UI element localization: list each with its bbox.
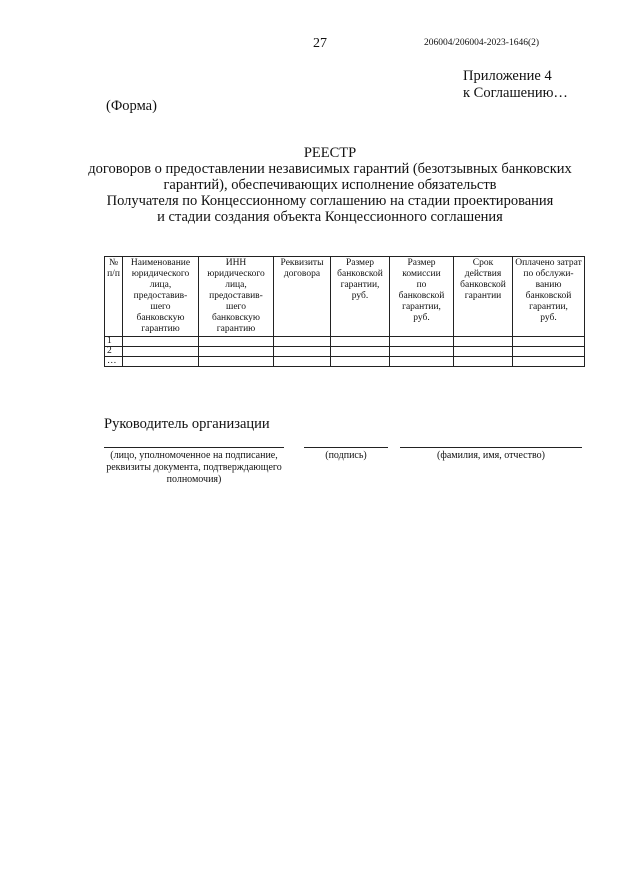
page-number: 27 xyxy=(313,36,327,51)
header-text-line: комиссии xyxy=(402,269,441,279)
authorized-person-caption xyxy=(96,450,292,486)
table-cell xyxy=(274,357,331,367)
header-text-line: шего xyxy=(226,302,246,312)
table-cell xyxy=(513,337,585,347)
table-cell xyxy=(199,347,274,357)
appendix-reference xyxy=(463,68,568,102)
header-text-line: Срок xyxy=(472,258,494,268)
title-line-4: Получателя по Концессионному соглашению на стадии проектирования xyxy=(106,193,554,209)
header-text-line: руб. xyxy=(540,313,557,323)
caption-line: (лицо, уполномоченное на подписание, xyxy=(110,450,278,461)
header-text-line: банковской xyxy=(337,269,383,279)
header-text-line: руб. xyxy=(413,313,430,323)
row-number-cell: 1 xyxy=(105,337,123,347)
header-text-line: гарантию xyxy=(216,324,256,334)
header-text-line: Реквизиты xyxy=(280,258,324,268)
table-header-cell xyxy=(123,257,199,337)
table-cell xyxy=(123,337,199,347)
document-title xyxy=(80,145,580,225)
table-cell xyxy=(331,357,390,367)
table-body xyxy=(105,257,585,367)
table-cell xyxy=(274,337,331,347)
table-cell xyxy=(454,347,513,357)
table-cell xyxy=(390,347,454,357)
header-text-line: предоставив- xyxy=(133,291,188,301)
table-header-row xyxy=(105,257,585,337)
authorized-person-line xyxy=(104,447,284,448)
table-header-cell xyxy=(199,257,274,337)
table-cell xyxy=(199,357,274,367)
form-label: (Форма) xyxy=(106,98,157,114)
signature-caption: (подпись) xyxy=(325,450,367,461)
header-text-line: по обслужи- xyxy=(523,269,574,279)
table-cell xyxy=(390,357,454,367)
header-text-line: договора xyxy=(283,269,321,279)
header-text-line: № xyxy=(108,258,119,268)
header-text-line: банковской xyxy=(525,291,572,301)
header-text-line: п/п xyxy=(107,269,120,279)
table-cell xyxy=(274,347,331,357)
table-row xyxy=(105,347,585,357)
title-line-3: гарантий), обеспечивающих исполнение обязательств xyxy=(163,177,497,193)
header-text-line: банковской xyxy=(460,280,506,290)
title-line-2: договоров о предоставлении независимых гарантий (безотзывных банковских xyxy=(88,161,572,177)
header-text-line: банковскую xyxy=(212,313,260,323)
table-header-cell xyxy=(331,257,390,337)
table-cell xyxy=(513,357,585,367)
header-text-line: по xyxy=(416,280,427,290)
title-line-1: РЕЕСТР xyxy=(303,145,357,161)
table-cell xyxy=(513,347,585,357)
table-row xyxy=(105,357,585,367)
table-cell xyxy=(454,357,513,367)
table-cell xyxy=(199,337,274,347)
header-text-line: предоставив- xyxy=(209,291,263,301)
table-cell xyxy=(331,337,390,347)
header-text-line: банковской xyxy=(398,291,445,301)
header-text-line: лица, xyxy=(149,280,172,290)
header-text-line: гарантии, xyxy=(402,302,441,312)
title-line-5: и стадии создания объекта Концессионного соглашения xyxy=(157,209,503,225)
table-header-cell xyxy=(513,257,585,337)
table-cell xyxy=(331,347,390,357)
table-header-cell xyxy=(274,257,331,337)
table-header-cell xyxy=(105,257,123,337)
table-cell xyxy=(123,347,199,357)
header-text-line: Оплачено затрат xyxy=(515,258,582,268)
header-text-line: гарантии, xyxy=(529,302,568,312)
organization-head-label: Руководитель организации xyxy=(104,416,270,432)
caption-line: реквизиты документа, подтверждающего xyxy=(106,462,282,473)
table-header-cell xyxy=(390,257,454,337)
header-text-line: Наименование xyxy=(130,258,191,268)
header-text-line: Размер xyxy=(407,258,436,268)
document-code: 206004/206004-2023-1646(2) xyxy=(424,38,540,48)
row-number-cell: … xyxy=(105,357,123,367)
registry-table xyxy=(104,256,585,367)
header-text-line: юридического xyxy=(207,269,265,279)
full-name-caption: (фамилия, имя, отчество) xyxy=(437,450,545,461)
header-text-line: банковскую xyxy=(136,313,185,323)
table-cell xyxy=(390,337,454,347)
header-text-line: действия xyxy=(464,269,502,279)
table-cell xyxy=(123,357,199,367)
header-text-line: лица, xyxy=(225,280,247,290)
header-text-line: Размер xyxy=(345,258,375,268)
table-row xyxy=(105,337,585,347)
header-text-line: юридического xyxy=(131,269,190,279)
appendix-line-1: Приложение 4 xyxy=(463,68,552,84)
table-cell xyxy=(454,337,513,347)
appendix-line-2: к Соглашению… xyxy=(463,85,568,101)
row-number-cell: 2 xyxy=(105,347,123,357)
caption-line: полномочия) xyxy=(166,474,222,485)
header-text-line: гарантии, xyxy=(340,280,380,290)
header-text-line: ванию xyxy=(535,280,562,290)
full-name-line xyxy=(400,447,582,448)
header-text-line: гарантии xyxy=(464,291,502,301)
header-text-line: гарантию xyxy=(141,324,180,334)
header-text-line: шего xyxy=(150,302,171,312)
header-text-line: руб. xyxy=(351,291,369,301)
signature-line xyxy=(304,447,388,448)
header-text-line: ИНН xyxy=(225,258,247,268)
table-header-cell xyxy=(454,257,513,337)
